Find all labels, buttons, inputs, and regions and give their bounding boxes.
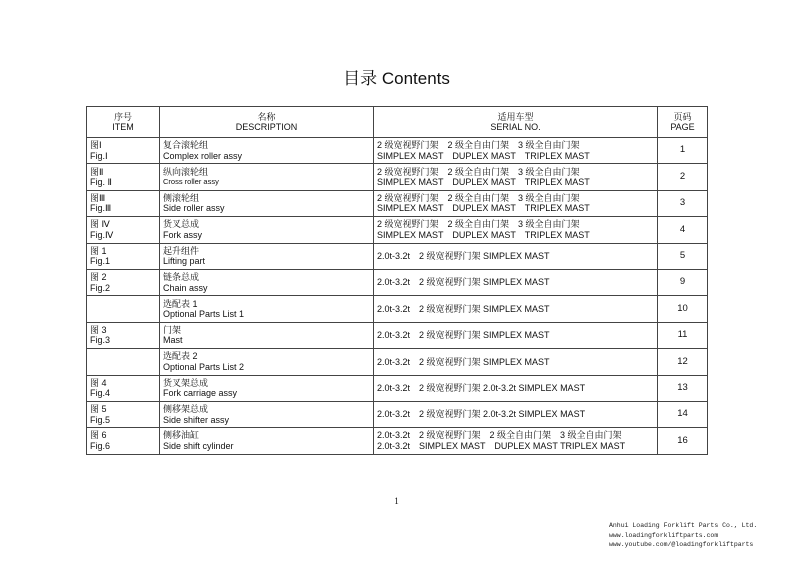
description-cell: 侧移油缸 Side shift cylinder: [160, 428, 374, 454]
table-row: [87, 401, 708, 427]
serial-cell: 2 级宽视野门架 2 级全自由门架 3 级全自由门架 SIMPLEX MAST DUPLEX MAST TRIPLEX MAST: [374, 190, 658, 216]
page-cell: 14: [658, 401, 708, 427]
serial-cell: 2 级宽视野门架 2 级全自由门架 3 级全自由门架 SIMPLEX MAST DUPLEX MAST TRIPLEX MAST: [374, 164, 658, 190]
serial-cell: 2.0t-3.2t 2 级宽视野门架 2 级全自由门架 3 级全自由门架 2.0t-3.2t SIMPLEX MAST DUPLEX MAST TRIPLEX MAST: [374, 428, 658, 454]
table-row: [87, 190, 708, 216]
page-cell: 12: [658, 349, 708, 375]
page-cell: 5: [658, 243, 708, 269]
page-title: 目录 Contents: [343, 69, 450, 88]
serial-cell: 2 级宽视野门架 2 级全自由门架 3 级全自由门架 SIMPLEX MAST DUPLEX MAST TRIPLEX MAST: [374, 138, 658, 164]
description-cell: 侧移架总成 Side shifter assy: [160, 401, 374, 427]
description-cell: 链条总成 Chain assy: [160, 269, 374, 295]
page-cell: 4: [658, 217, 708, 243]
footer: [609, 521, 757, 550]
footer-website: www.loadingforkliftparts.com: [609, 531, 719, 539]
page-cell: 2: [658, 164, 708, 190]
item-cell: 图 4 Fig.4: [87, 375, 160, 401]
table-row: [87, 138, 708, 164]
item-cell: 图Ⅲ Fig.Ⅲ: [87, 190, 160, 216]
header-description: 名称 DESCRIPTION: [160, 107, 374, 138]
description-cell: 起升组件 Lifting part: [160, 243, 374, 269]
serial-cell: 2.0t-3.2t 2 级宽视野门架 SIMPLEX MAST: [374, 269, 658, 295]
header-serial: 适用车型 SERIAL NO.: [374, 107, 658, 138]
description-cell: 门架 Mast: [160, 322, 374, 348]
footer-youtube: www.youtube.com/@loadingforkliftparts: [609, 541, 754, 548]
item-cell: 图Ⅱ Fig. Ⅱ: [87, 164, 160, 190]
description-cell: 复合滚轮组 Complex roller assy: [160, 138, 374, 164]
contents-table: [86, 106, 708, 455]
description-cell: 选配表 2 Optional Parts List 2: [160, 349, 374, 375]
serial-cell: 2.0t-3.2t 2 级宽视野门架 2.0t-3.2t SIMPLEX MAST: [374, 401, 658, 427]
serial-cell: 2.0t-3.2t 2 级宽视野门架 SIMPLEX MAST: [374, 243, 658, 269]
serial-cell: 2.0t-3.2t 2 级宽视野门架 SIMPLEX MAST: [374, 349, 658, 375]
page-cell: 13: [658, 375, 708, 401]
item-cell: 图 6 Fig.6: [87, 428, 160, 454]
page-cell: 10: [658, 296, 708, 322]
page-cell: 1: [658, 138, 708, 164]
description-cell: 选配表 1 Optional Parts List 1: [160, 296, 374, 322]
table-header-row: [87, 107, 708, 138]
item-cell: [87, 349, 160, 375]
table-row: [87, 269, 708, 295]
serial-cell: 2.0t-3.2t 2 级宽视野门架 2.0t-3.2t SIMPLEX MAST: [374, 375, 658, 401]
item-cell: 图 3 Fig.3: [87, 322, 160, 348]
item-cell: 图 Ⅳ Fig.Ⅳ: [87, 217, 160, 243]
table-row: [87, 217, 708, 243]
page-number: 1: [394, 496, 399, 506]
table-row: [87, 349, 708, 375]
item-cell: 图 1 Fig.1: [87, 243, 160, 269]
description-cell: 纵向滚轮组 Cross roller assy: [160, 164, 374, 190]
page-cell: 9: [658, 269, 708, 295]
item-cell: 图 2 Fig.2: [87, 269, 160, 295]
page-cell: 3: [658, 190, 708, 216]
item-cell: 图Ⅰ Fig.Ⅰ: [87, 138, 160, 164]
footer-company: Anhui Loading Forklift Parts Co., Ltd.: [609, 522, 758, 529]
serial-cell: 2.0t-3.2t 2 级宽视野门架 SIMPLEX MAST: [374, 296, 658, 322]
header-page: 页码 PAGE: [658, 107, 708, 138]
description-cell: 货叉架总成 Fork carriage assy: [160, 375, 374, 401]
table-row: [87, 428, 708, 454]
table-row: [87, 375, 708, 401]
table-row: [87, 243, 708, 269]
serial-cell: 2 级宽视野门架 2 级全自由门架 3 级全自由门架 SIMPLEX MAST DUPLEX MAST TRIPLEX MAST: [374, 217, 658, 243]
header-item: 序号 ITEM: [87, 107, 160, 138]
page-cell: 16: [658, 428, 708, 454]
description-cell: 侧滚轮组 Side roller assy: [160, 190, 374, 216]
item-cell: [87, 296, 160, 322]
item-cell: 图 5 Fig.5: [87, 401, 160, 427]
table-row: [87, 296, 708, 322]
table-row: [87, 322, 708, 348]
description-cell: 货叉总成 Fork assy: [160, 217, 374, 243]
table-row: [87, 164, 708, 190]
page-cell: 11: [658, 322, 708, 348]
serial-cell: 2.0t-3.2t 2 级宽视野门架 SIMPLEX MAST: [374, 322, 658, 348]
